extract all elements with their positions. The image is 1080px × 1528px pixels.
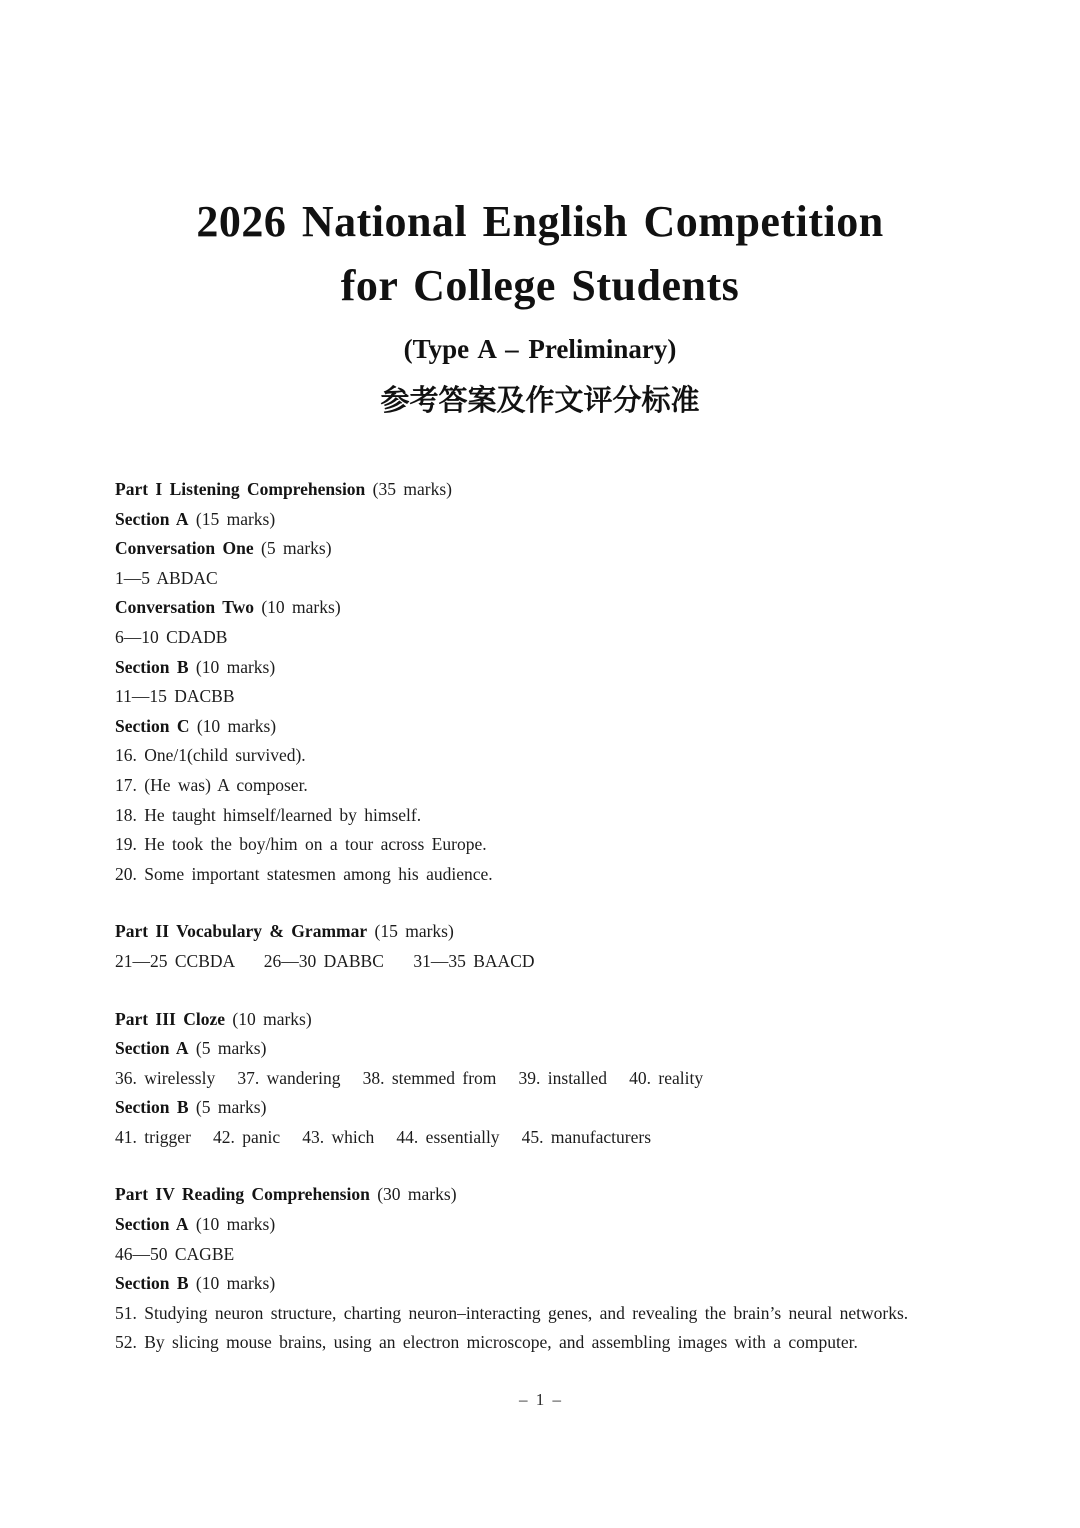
heading-part1-section-c xyxy=(115,712,960,742)
answers-6-10 xyxy=(115,623,960,653)
page-number: – 1 – xyxy=(519,1390,561,1409)
heading-part1 xyxy=(115,475,960,505)
answers-36-40-text: 36. wirelessly 37. wandering 38. stemmed from 39. installed 40. reality xyxy=(115,1067,704,1088)
answers-11-15-text: 11—15 DACBB xyxy=(115,686,235,707)
subtitle-chinese: 参考答案及作文评分标准 xyxy=(380,385,700,417)
part4-section-b-marks: (10 marks) xyxy=(188,1273,276,1294)
document-header xyxy=(0,0,1080,419)
answer-16-text: 16. One/1(child survived). xyxy=(115,745,306,766)
conversation-two-label: Conversation Two xyxy=(115,597,254,618)
answer-20-text: 20. Some important statesmen among his audience. xyxy=(115,863,493,884)
answer-52-text: 52. By slicing mouse brains, using an electron microscope, and assembling images with a computer. xyxy=(115,1332,858,1353)
answers-36-40 xyxy=(115,1064,960,1094)
answer-16 xyxy=(115,741,960,771)
conversation-one-label: Conversation One xyxy=(115,538,254,559)
conversation-two-marks: (10 marks) xyxy=(253,597,341,618)
section-a-label: Section A xyxy=(115,508,189,529)
conversation-one-marks: (5 marks) xyxy=(253,538,332,559)
answer-17-text: 17. (He was) A composer. xyxy=(115,774,308,795)
heading-part2 xyxy=(115,917,960,947)
part3-section-b-label: Section B xyxy=(115,1097,189,1118)
part3-section-b-marks: (5 marks) xyxy=(188,1097,267,1118)
answer-20 xyxy=(115,860,960,890)
part4-section-a-marks: (10 marks) xyxy=(188,1214,276,1235)
heading-part3 xyxy=(115,1005,960,1035)
answers-46-50-text: 46—50 CAGBE xyxy=(115,1243,235,1264)
answer-52 xyxy=(115,1328,960,1358)
section-c-marks: (10 marks) xyxy=(189,715,277,736)
heading-part4 xyxy=(115,1180,960,1210)
section-b-label: Section B xyxy=(115,656,189,677)
part4-section-a-label: Section A xyxy=(115,1214,189,1235)
heading-part4-label: Part IV Reading Comprehension xyxy=(115,1184,370,1205)
section-c-label: Section C xyxy=(115,715,190,736)
heading-part3-label: Part III Cloze xyxy=(115,1008,226,1029)
heading-conversation-two xyxy=(115,593,960,623)
answers-21-35-text: 21—25 CCBDA 26—30 DABBC 31—35 BAACD xyxy=(115,950,535,971)
answer-51 xyxy=(115,1299,960,1329)
part3-section-a-label: Section A xyxy=(115,1038,189,1059)
section-a-marks: (15 marks) xyxy=(188,508,276,529)
answer-17 xyxy=(115,771,960,801)
answer-19-text: 19. He took the boy/him on a tour across Europe. xyxy=(115,834,487,855)
answers-21-35 xyxy=(115,947,960,977)
heading-part1-section-a xyxy=(115,505,960,535)
answer-51-text: 51. Studying neuron structure, charting neuron–interacting genes, and revealing the brain’s neural networks. xyxy=(115,1302,909,1323)
answers-1-5 xyxy=(115,564,960,594)
section-b-marks: (10 marks) xyxy=(188,656,276,677)
heading-part3-section-a xyxy=(115,1034,960,1064)
part4-section-b-label: Section B xyxy=(115,1273,189,1294)
answer-18-text: 18. He taught himself/learned by himself. xyxy=(115,804,422,825)
answers-41-45 xyxy=(115,1123,960,1153)
heading-part2-marks: (15 marks) xyxy=(367,921,454,942)
heading-part1-marks: (35 marks) xyxy=(365,479,452,499)
part3-section-a-marks: (5 marks) xyxy=(188,1038,267,1059)
heading-part3-marks: (10 marks) xyxy=(225,1008,312,1029)
heading-part1-label: Part I Listening Comprehension xyxy=(115,479,366,499)
heading-part3-section-b xyxy=(115,1093,960,1123)
title-line-1: 2026 National English Competition xyxy=(196,197,884,246)
heading-part4-section-a xyxy=(115,1210,960,1240)
answer-19 xyxy=(115,830,960,860)
answers-41-45-text: 41. trigger 42. panic 43. which 44. essentially 45. manufacturers xyxy=(115,1126,652,1147)
answers-1-5-text: 1—5 ABDAC xyxy=(115,567,218,588)
page-title xyxy=(0,190,1080,318)
answer-18 xyxy=(115,801,960,831)
answers-46-50 xyxy=(115,1240,960,1270)
heading-part1-section-b xyxy=(115,653,960,683)
answer-key-body xyxy=(115,475,960,1358)
answers-11-15 xyxy=(115,682,960,712)
answers-6-10-text: 6—10 CDADB xyxy=(115,626,228,647)
heading-part4-section-b xyxy=(115,1269,960,1299)
title-line-2: for College Students xyxy=(340,261,740,310)
heading-conversation-one xyxy=(115,534,960,564)
heading-part2-label: Part II Vocabulary & Grammar xyxy=(115,921,368,942)
heading-part4-marks: (30 marks) xyxy=(369,1184,457,1205)
subtitle-type: (Type A – Preliminary) xyxy=(403,334,677,364)
